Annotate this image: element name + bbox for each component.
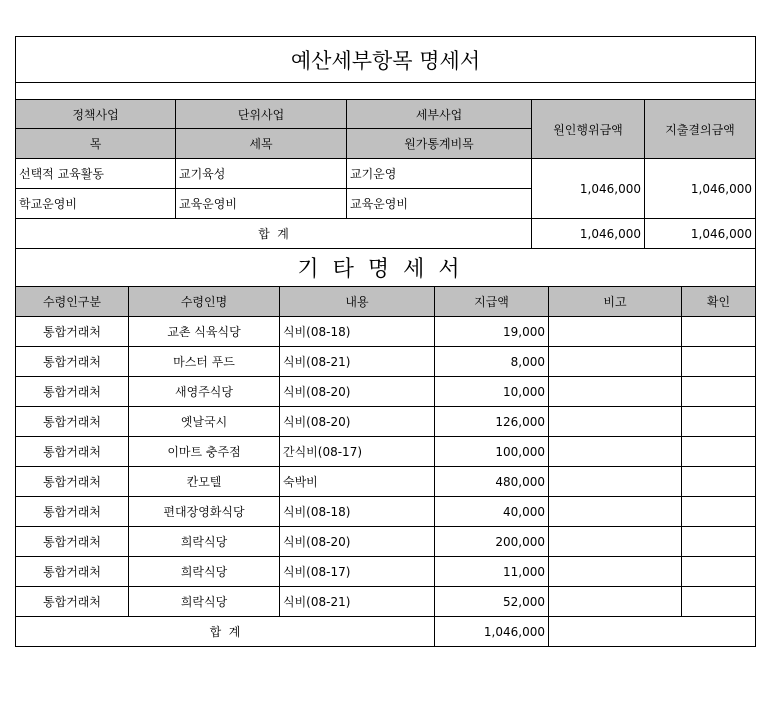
recipient-name-cell: 마스터 푸드 <box>129 347 280 377</box>
remarks-cell <box>549 527 682 557</box>
amount-cell: 8,000 <box>435 347 549 377</box>
header-cause-amount: 원인행위금액 <box>532 100 645 159</box>
header-subitem: 세목 <box>176 129 347 159</box>
header-cost-stat: 원가통계비목 <box>347 129 532 159</box>
amount-cell: 100,000 <box>435 437 549 467</box>
table-row <box>16 407 756 437</box>
misc-title: 기타명세서 <box>16 249 756 287</box>
amount-cell: 126,000 <box>435 407 549 437</box>
recipient-type-cell: 통합거래처 <box>16 347 129 377</box>
budget-table <box>15 36 756 287</box>
content-cell: 식비(08-20) <box>280 377 435 407</box>
misc-total-label: 합 계 <box>16 617 435 647</box>
recipient-type-cell: 통합거래처 <box>16 377 129 407</box>
header-policy: 정책사업 <box>16 100 176 129</box>
table-row <box>16 557 756 587</box>
recipient-type-cell: 통합거래처 <box>16 467 129 497</box>
budget-cell: 교육운영비 <box>176 189 347 219</box>
recipient-name-cell: 이마트 충주점 <box>129 437 280 467</box>
remarks-cell <box>549 557 682 587</box>
confirm-cell <box>682 467 756 497</box>
misc-total-blank <box>549 617 756 647</box>
recipient-name-cell: 옛날국시 <box>129 407 280 437</box>
budget-cell: 교기운영 <box>347 159 532 189</box>
confirm-cell <box>682 407 756 437</box>
header-remarks: 비고 <box>549 287 682 317</box>
remarks-cell <box>549 437 682 467</box>
recipient-type-cell: 통합거래처 <box>16 557 129 587</box>
remarks-cell <box>549 347 682 377</box>
confirm-cell <box>682 497 756 527</box>
recipient-type-cell: 통합거래처 <box>16 437 129 467</box>
header-expense-amount: 지출결의금액 <box>645 100 756 159</box>
content-cell: 식비(08-20) <box>280 527 435 557</box>
header-recipient-name: 수령인명 <box>129 287 280 317</box>
misc-table <box>15 286 756 647</box>
header-item: 목 <box>16 129 176 159</box>
confirm-cell <box>682 377 756 407</box>
table-row <box>16 587 756 617</box>
remarks-cell <box>549 377 682 407</box>
header-confirm: 확인 <box>682 287 756 317</box>
recipient-name-cell: 희락식당 <box>129 587 280 617</box>
recipient-type-cell: 통합거래처 <box>16 407 129 437</box>
table-row <box>16 437 756 467</box>
recipient-name-cell: 희락식당 <box>129 557 280 587</box>
amount-cell: 11,000 <box>435 557 549 587</box>
header-content: 내용 <box>280 287 435 317</box>
amount-cell: 40,000 <box>435 497 549 527</box>
remarks-cell <box>549 497 682 527</box>
content-cell: 식비(08-21) <box>280 347 435 377</box>
budget-total-cause: 1,046,000 <box>532 219 645 249</box>
budget-cell: 교육운영비 <box>347 189 532 219</box>
header-recipient-type: 수령인구분 <box>16 287 129 317</box>
amount-cell: 200,000 <box>435 527 549 557</box>
recipient-name-cell: 교촌 식육식당 <box>129 317 280 347</box>
budget-detail-sheet <box>15 36 755 647</box>
page-title: 예산세부항목 명세서 <box>16 37 756 83</box>
remarks-cell <box>549 467 682 497</box>
recipient-type-cell: 통합거래처 <box>16 527 129 557</box>
content-cell: 식비(08-18) <box>280 497 435 527</box>
content-cell: 식비(08-21) <box>280 587 435 617</box>
confirm-cell <box>682 527 756 557</box>
confirm-cell <box>682 587 756 617</box>
recipient-name-cell: 칸모텔 <box>129 467 280 497</box>
spacer-row <box>16 83 756 100</box>
confirm-cell <box>682 317 756 347</box>
budget-cell: 학교운영비 <box>16 189 176 219</box>
amount-cell: 10,000 <box>435 377 549 407</box>
amount-cell: 480,000 <box>435 467 549 497</box>
recipient-type-cell: 통합거래처 <box>16 497 129 527</box>
remarks-cell <box>549 407 682 437</box>
misc-total-amount: 1,046,000 <box>435 617 549 647</box>
recipient-type-cell: 통합거래처 <box>16 317 129 347</box>
content-cell: 식비(08-17) <box>280 557 435 587</box>
content-cell: 숙박비 <box>280 467 435 497</box>
table-row <box>16 497 756 527</box>
budget-total-label: 합 계 <box>16 219 532 249</box>
recipient-name-cell: 희락식당 <box>129 527 280 557</box>
table-row <box>16 467 756 497</box>
budget-cell: 선택적 교육활동 <box>16 159 176 189</box>
amount-cell: 19,000 <box>435 317 549 347</box>
recipient-type-cell: 통합거래처 <box>16 587 129 617</box>
budget-total-expense: 1,046,000 <box>645 219 756 249</box>
confirm-cell <box>682 347 756 377</box>
table-row <box>16 347 756 377</box>
confirm-cell <box>682 557 756 587</box>
header-amount: 지급액 <box>435 287 549 317</box>
recipient-name-cell: 편대장영화식당 <box>129 497 280 527</box>
content-cell: 식비(08-20) <box>280 407 435 437</box>
header-detail: 세부사업 <box>347 100 532 129</box>
table-row <box>16 527 756 557</box>
cause-amount: 1,046,000 <box>532 159 645 219</box>
table-row <box>16 317 756 347</box>
recipient-name-cell: 새영주식당 <box>129 377 280 407</box>
remarks-cell <box>549 587 682 617</box>
budget-cell: 교기육성 <box>176 159 347 189</box>
content-cell: 식비(08-18) <box>280 317 435 347</box>
confirm-cell <box>682 437 756 467</box>
amount-cell: 52,000 <box>435 587 549 617</box>
header-unit: 단위사업 <box>176 100 347 129</box>
table-row <box>16 377 756 407</box>
expense-amount: 1,046,000 <box>645 159 756 219</box>
content-cell: 간식비(08-17) <box>280 437 435 467</box>
remarks-cell <box>549 317 682 347</box>
